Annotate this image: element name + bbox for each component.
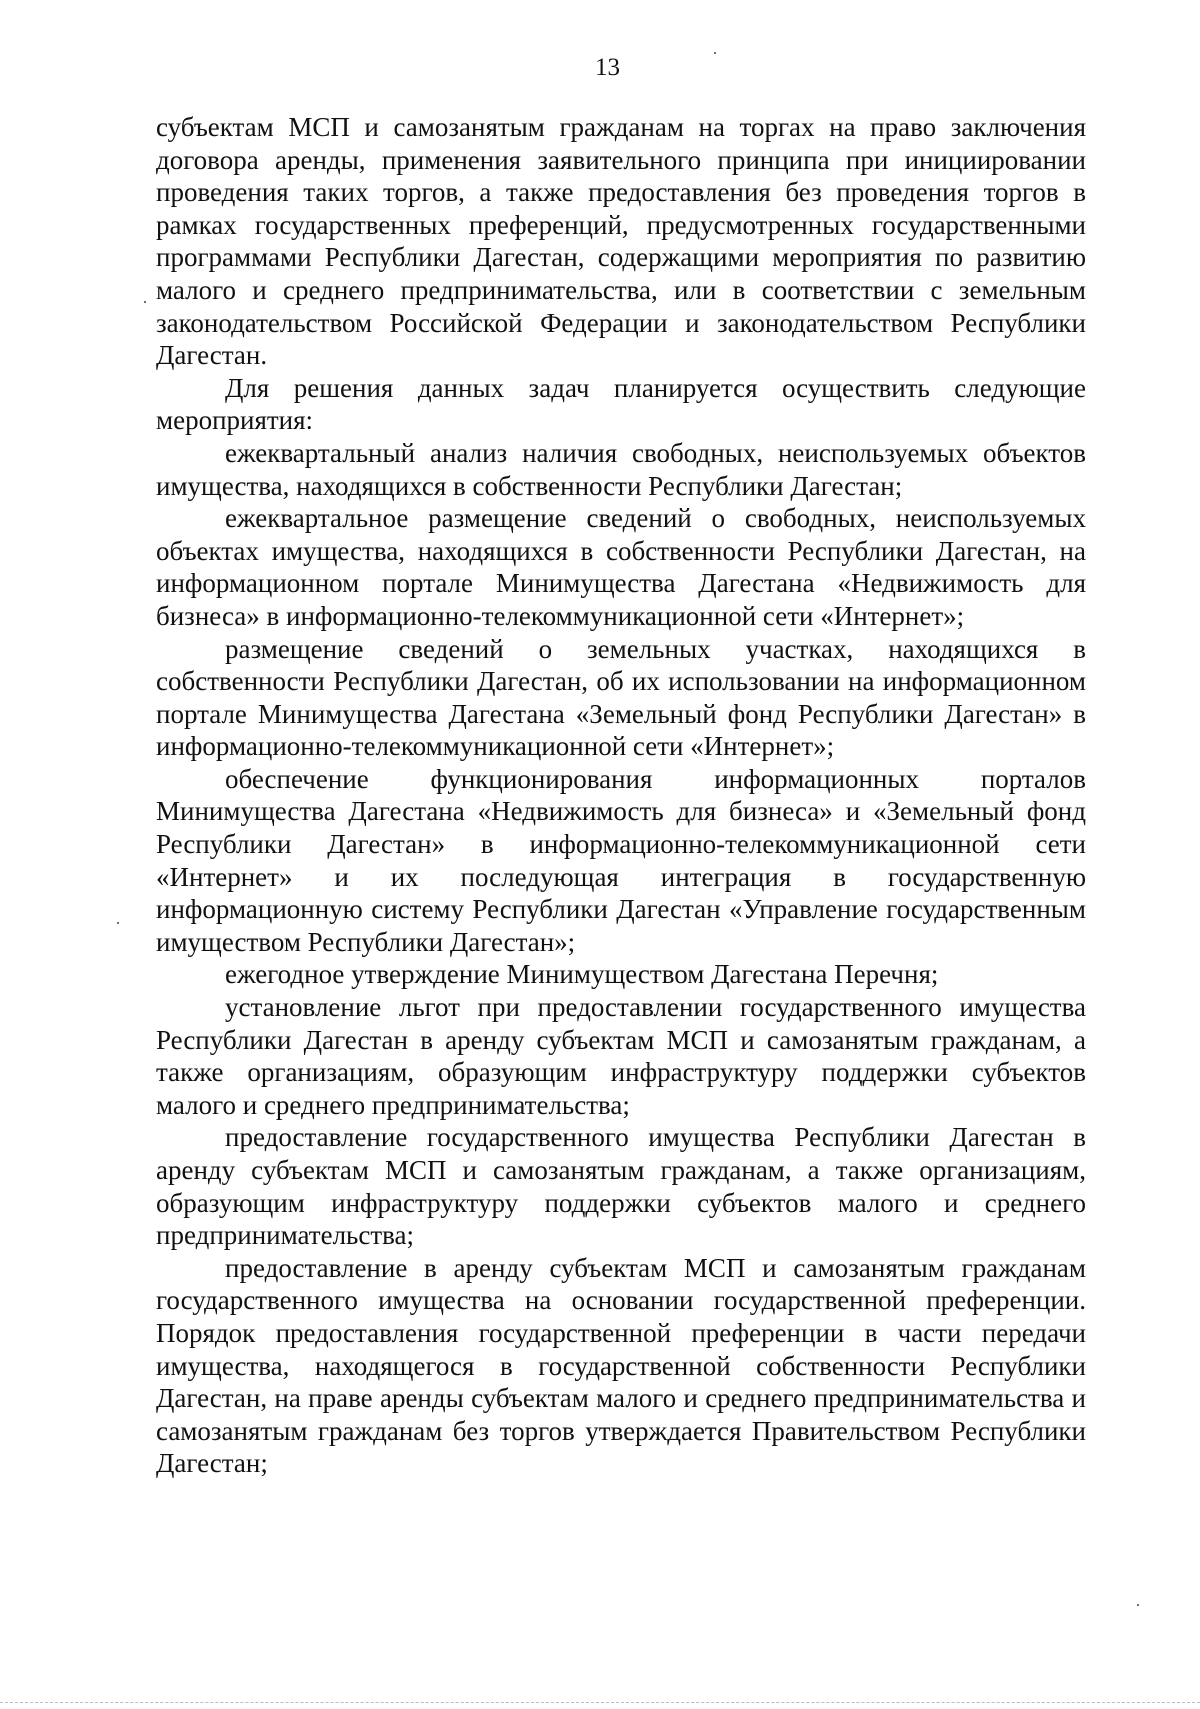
list-item-benefits: установление льгот при предоставлении государственного имущества Республики Дагестан в аренду субъектам МСП и самозанятым гражданам, а также организациям, образующим инфраструктуру поддержки субъектов малого и среднего предпринимательства; [156, 992, 1086, 1120]
list-item-preference-lease: предоставление в аренду субъектам МСП и самозанятым гражданам государственного имущества на основании государственной преференции. Порядок предоставления государственной преференции в части передачи имущества, находящегося в государственной собственности Республики Дагестан, на праве аренды субъектам малого и среднего предпринимательства и самозанятым гражданам без торгов утверждается Правительством Республики Дагестан; [156, 1252, 1086, 1479]
scan-speck [144, 301, 146, 303]
list-item-annual-approval: ежегодное утверждение Минимуществом Дагестана Перечня; [225, 959, 939, 990]
paragraph-continuation: субъектам МСП и самозанятым гражданам на торгах на право заключения договора аренды, применения заявительного принципа при инициировании проведения таких торгов, а также предоставления без проведения торгов в рамках государственных преференций, предусмотренных государственными программами Республики Дагестан, содержащими мероприятия по развитию малого и среднего предпринимательства, или в соответствии с земельным законодательством Российской Федерации и законодательством Республики Дагестан. [156, 112, 1086, 371]
document-body [156, 111, 1086, 1480]
list-item-quarterly-analysis: ежеквартальный анализ наличия свободных, неиспользуемых объектов имущества, находящихся в собственности Республики Дагестан; [156, 437, 1086, 501]
list-item-portals-operation: обеспечение функционирования информационных порталов Минимущества Дагестана «Недвижимость для бизнеса» и «Земельный фонд Республики Дагестан» в информационно-телекоммуникационной сети «Интернет» и их последующая интеграция в государственную информационную систему Республики Дагестан «Управление государственным имуществом Республики Дагестан»; [156, 763, 1086, 957]
scan-speck [117, 922, 119, 924]
list-item-land-plots-info: размещение сведений о земельных участках, находящихся в собственности Республики Дагестан, об их использовании на информационном портале Минимущества Дагестана «Земельный фонд Республики Дагестан» в информационно-телекоммуникационной сети «Интернет»; [156, 633, 1086, 762]
scan-speck [714, 52, 716, 54]
page-number: 13 [595, 54, 620, 81]
scan-speck [1137, 1604, 1139, 1606]
list-item-quarterly-publication: ежеквартальное размещение сведений о свободных, неиспользуемых объектах имущества, находящихся в собственности Республики Дагестан, на информационном портале Минимущества Дагестана «Недвижимость для бизнеса» в информационно-телекоммуникационной сети «Интернет»; [156, 503, 1086, 631]
paragraph-tasks-intro: Для решения данных задач планируется осуществить следующие мероприятия: [156, 372, 1086, 436]
list-item-property-lease: предоставление государственного имущества Республики Дагестан в аренду субъектам МСП и самозанятым гражданам, а также организациям, образующим инфраструктуру поддержки субъектов малого и среднего предпринимательства; [156, 1122, 1086, 1251]
scan-edge-line [0, 1702, 1200, 1704]
